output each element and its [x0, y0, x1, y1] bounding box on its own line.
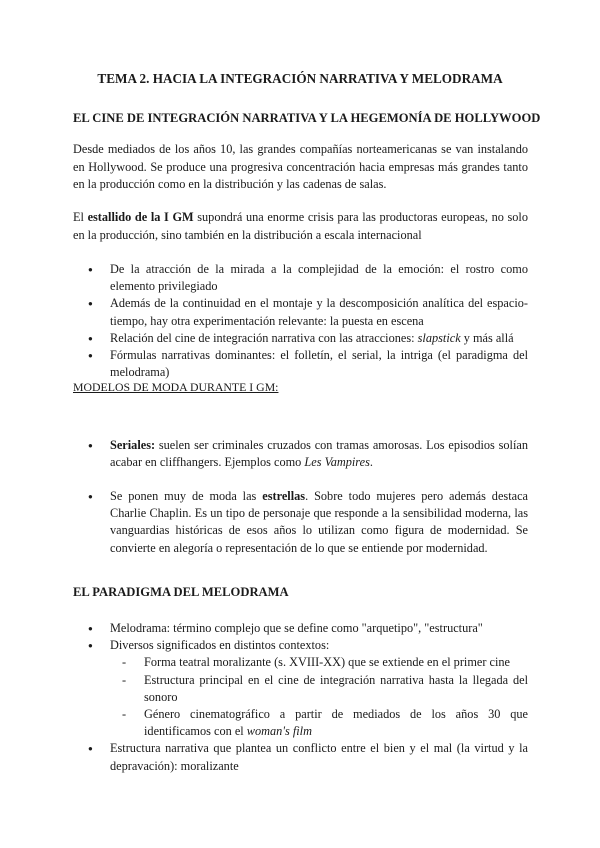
list-item	[73, 437, 528, 471]
text: suelen ser criminales cruzados con tramas amorosas. Los episodios solían acabar en cliffhangers. Ejemplos como	[110, 438, 528, 470]
bullet-list-estrellas	[73, 488, 528, 557]
paragraph-gm-crisis	[73, 209, 528, 244]
modelos-heading: MODELOS DE MODA DURANTE I GM:	[73, 380, 279, 394]
text: .	[369, 455, 373, 470]
list-item	[73, 637, 528, 740]
sub-list-item: - Forma teatral moralizante (s. XVIII-XX) que se extiende en el primer cine	[110, 654, 528, 671]
text: El	[73, 210, 88, 224]
text: Diversos significados en distintos contextos:	[110, 638, 330, 653]
list-item: ● Fórmulas narrativas dominantes: el folletín, el serial, la intriga (el paradigma del melodrama)	[73, 347, 528, 381]
italic-text: Les Vampires	[304, 455, 370, 470]
text: Se ponen muy de moda las	[110, 489, 263, 503]
sub-list	[110, 654, 528, 740]
sub-list-item	[110, 706, 528, 740]
list-item	[73, 488, 528, 557]
list-item: ● Además de la continuidad en el montaje y la descomposición analítica del espacio-tiempo, hay otra experimentación relevante: la puesta en escena	[73, 295, 528, 329]
list-item: ● De la atracción de la mirada a la complejidad de la emoción: el rostro como elemento privilegiado	[73, 261, 528, 295]
section-heading-melodrama: EL PARADIGMA DEL MELODRAMA	[73, 585, 289, 599]
bold-text: Seriales:	[110, 438, 156, 452]
document-title: TEMA 2. HACIA LA INTEGRACIÓN NARRATIVA Y MELODRAMA	[97, 71, 503, 86]
bullet-list-integration	[73, 261, 528, 381]
text: . Sobre todo mujeres pero además destaca Charlie Chaplin. Es un tipo de personaje que responde a la sensibilidad moderna, las vanguardias históricas de esos años lo utilizan como figura de modernidad. Se convierte en alegoría o representación de lo que se entiende por modernidad.	[110, 489, 528, 555]
section-heading-hollywood: EL CINE DE INTEGRACIÓN NARRATIVA Y LA HEGEMONÍA DE HOLLYWOOD	[73, 111, 541, 125]
italic-text: slapstick	[417, 330, 461, 345]
list-item: ● Melodrama: término complejo que se define como "arquetipo", "estructura"	[73, 620, 528, 637]
text: y más allá	[460, 330, 514, 345]
bullet-list-melodrama	[73, 620, 528, 775]
list-item	[73, 330, 528, 347]
bullet-list-seriales	[73, 437, 528, 471]
bold-text: estrellas	[262, 489, 306, 503]
list-item: ● Estructura narrativa que plantea un conflicto entre el bien y el mal (la virtud y la depravación): moralizante	[73, 740, 528, 774]
text: supondrá una enorme crisis para las productoras europeas, no solo en la producción, sino también en la distribución a escala internacional	[73, 210, 528, 242]
paragraph-hollywood: Desde mediados de los años 10, las grandes compañías norteamericanas se van instalando en Hollywood. Se produce una progresiva concentración hacia empresas más grandes tanto en la producción como en la distribución y las cadenas de salas.	[73, 142, 528, 192]
italic-text: woman's film	[246, 724, 312, 739]
bold-text: estallido de la I GM	[87, 210, 194, 224]
sub-list-item: - Estructura principal en el cine de integración narrativa hasta la llegada del sonoro	[110, 672, 528, 706]
text: Género cinematográfico a partir de mediados de los años 30 que identificamos con el	[144, 707, 528, 739]
text: Relación del cine de integración narrativa con las atracciones:	[110, 330, 418, 345]
